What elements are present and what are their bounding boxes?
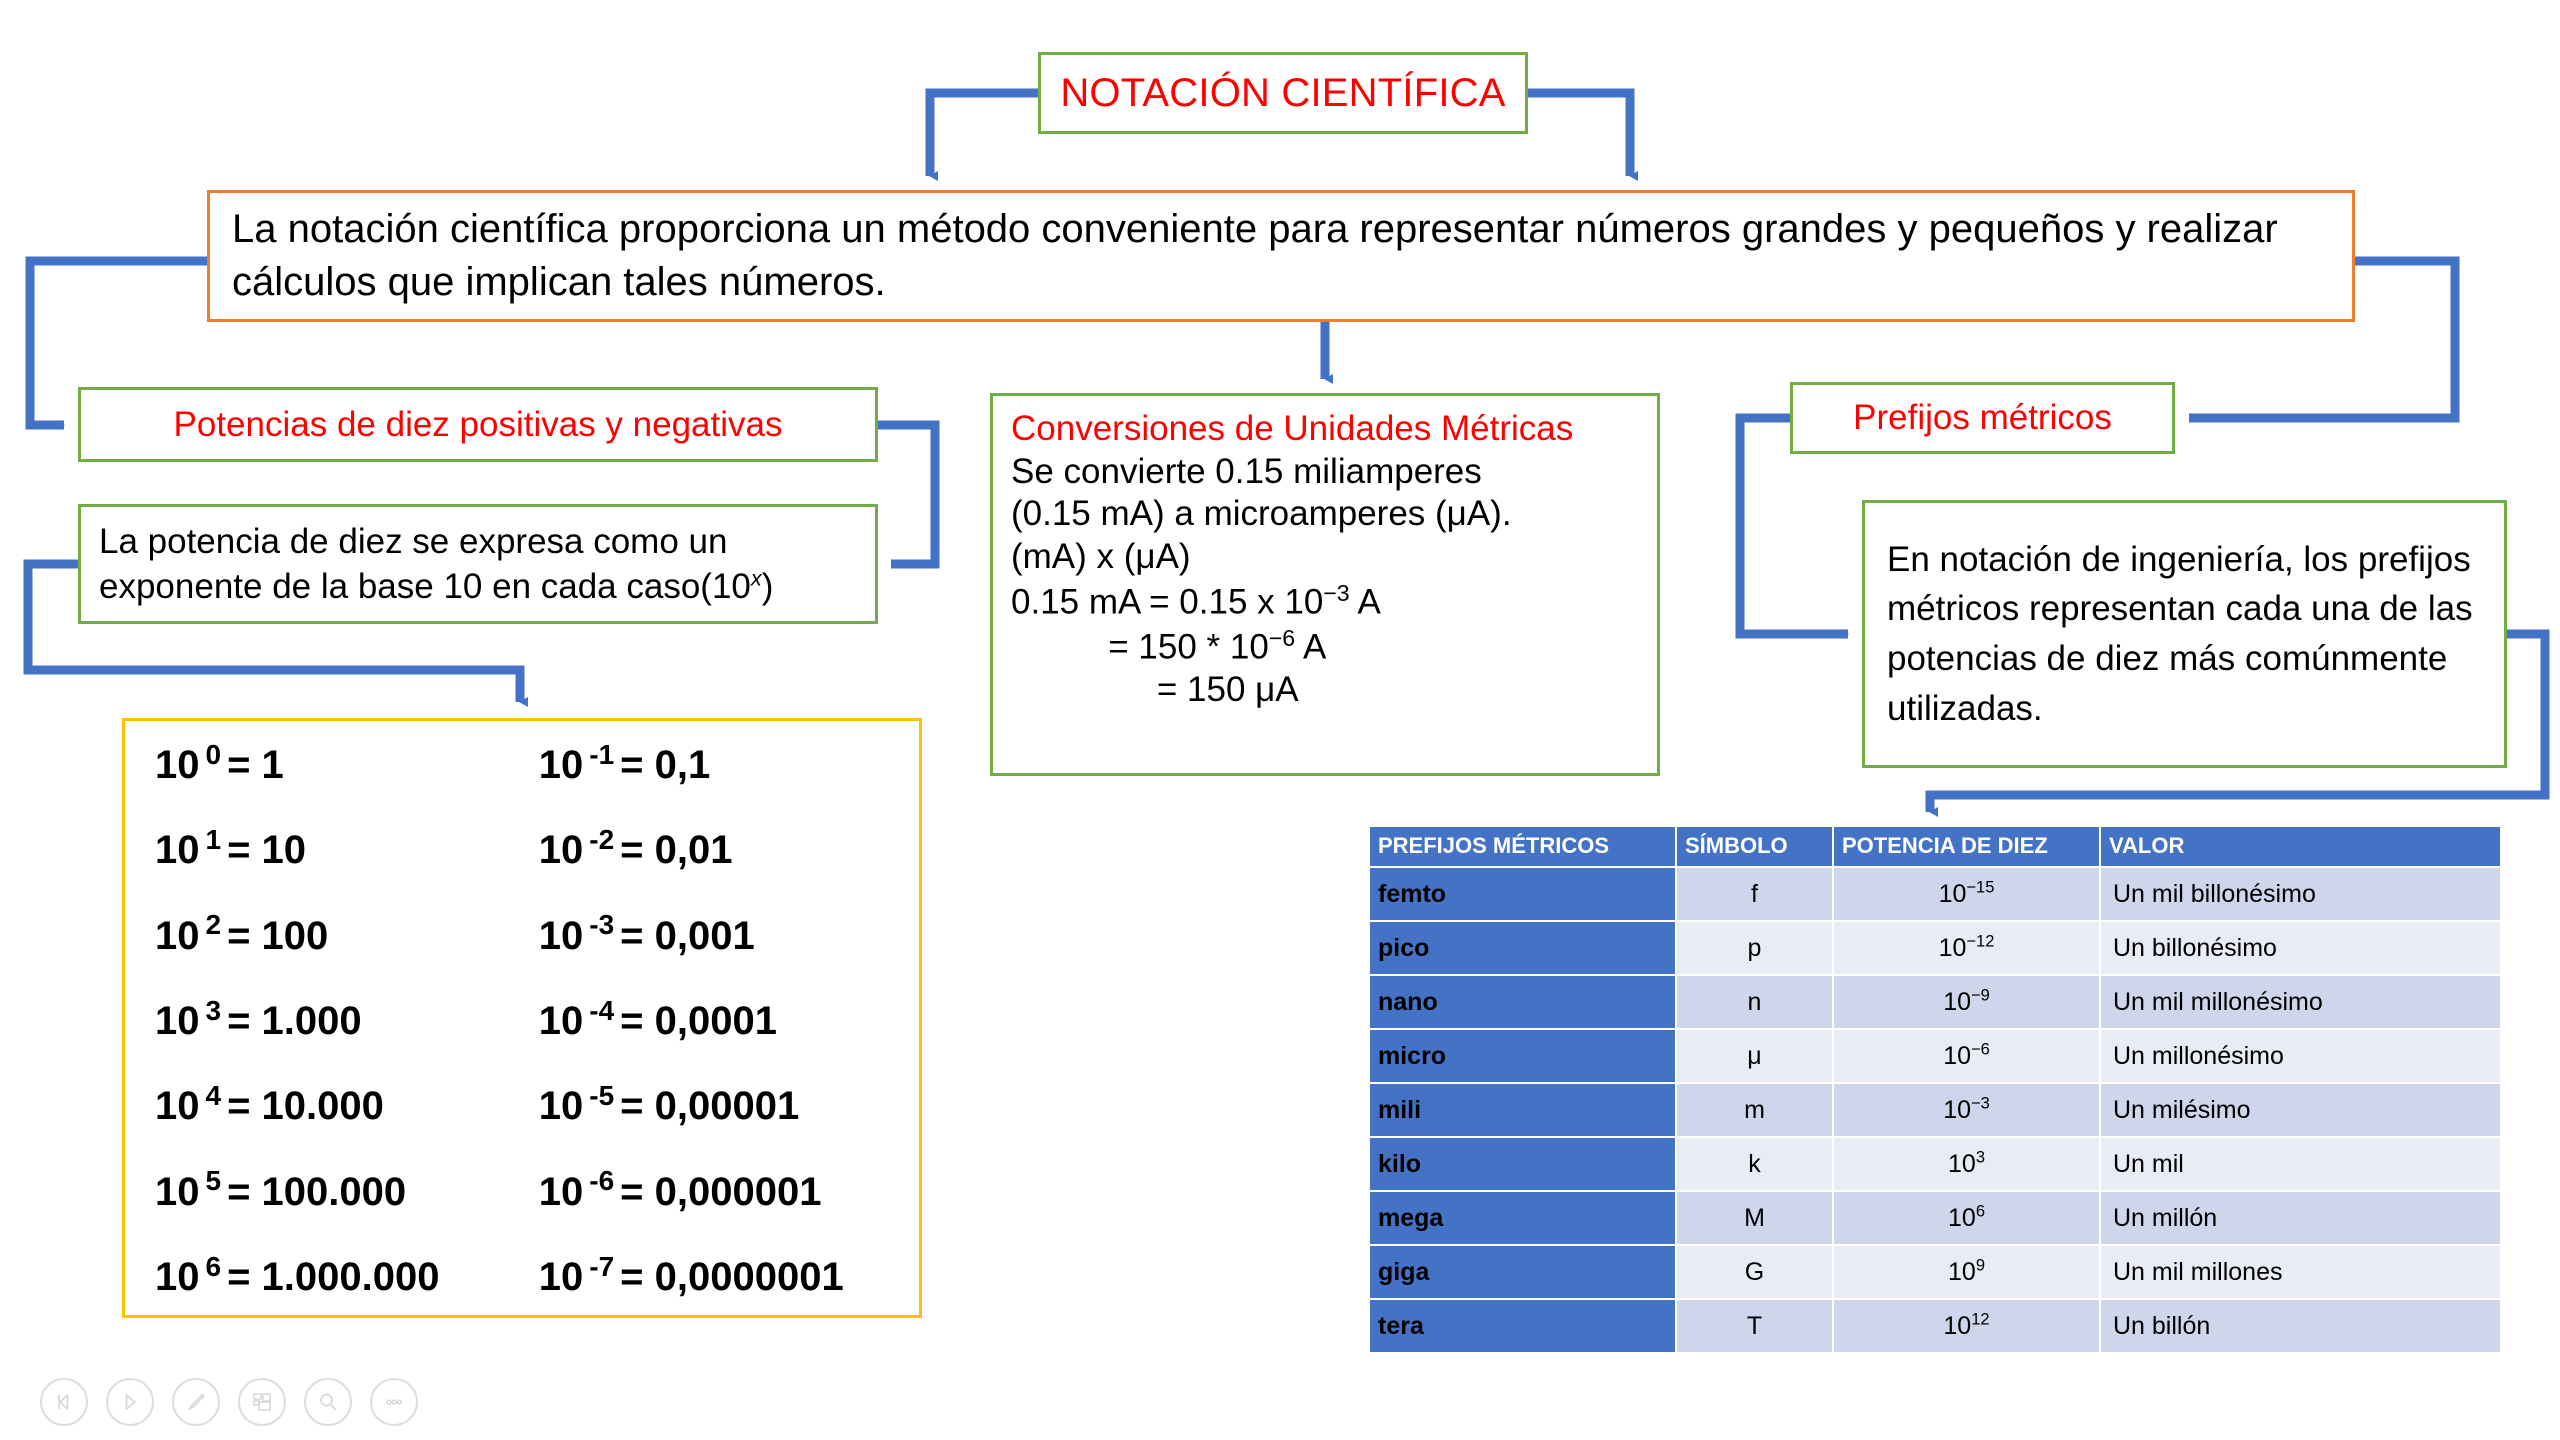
zoom-icon xyxy=(316,1390,340,1414)
power-row xyxy=(155,738,539,787)
power-result: = 0,01 xyxy=(620,828,733,873)
table-row xyxy=(1370,868,2500,920)
power-exponent: -3 xyxy=(589,909,615,941)
eq2-prefix: = 150 * 10 xyxy=(1011,627,1269,667)
power-result: = 0,1 xyxy=(620,743,711,787)
table-row xyxy=(1370,1138,2500,1190)
column-header-power: POTENCIA DE DIEZ xyxy=(1834,827,2099,866)
potencias-body-prefix: La potencia de diez se expresa como un exponente de la base 10 en cada caso(10 xyxy=(99,521,751,606)
power-exponent: -2 xyxy=(589,824,615,855)
connector-title-to-intro-left xyxy=(930,93,1038,176)
pen-icon xyxy=(184,1390,208,1414)
power-result: = 10.000 xyxy=(227,1084,384,1129)
power-base: 10 xyxy=(155,1169,200,1214)
eq1-suffix: A xyxy=(1349,582,1381,622)
cell-power-base: 10 xyxy=(1943,1095,1971,1124)
cell-power xyxy=(1834,1138,2099,1190)
power-row xyxy=(155,1079,539,1129)
table-row xyxy=(1370,922,2500,974)
power-base: 10 xyxy=(155,998,200,1043)
power-row xyxy=(538,1165,893,1214)
potencias-body-exponent: x xyxy=(750,565,762,591)
slides-grid-icon xyxy=(250,1390,274,1414)
cell-power xyxy=(1834,1246,2099,1298)
cell-prefix: kilo xyxy=(1370,1138,1675,1190)
prefijos-body-box xyxy=(1862,500,2507,768)
power-row xyxy=(538,994,893,1043)
more-options-icon xyxy=(382,1390,406,1414)
cell-value: Un mil millones xyxy=(2101,1246,2500,1298)
cell-power xyxy=(1834,922,2099,974)
conversiones-line-1: Se convierte 0.15 miliamperes xyxy=(1011,451,1482,491)
column-header-value: VALOR xyxy=(2101,827,2500,866)
cell-power xyxy=(1834,1300,2099,1352)
power-base: 10 xyxy=(538,1254,584,1299)
power-exponent: 6 xyxy=(205,1250,222,1282)
power-result: = 10 xyxy=(227,828,307,873)
power-base: 10 xyxy=(155,743,200,787)
more-options-button[interactable] xyxy=(370,1378,418,1426)
column-header-prefix: PREFIJOS MÉTRICOS xyxy=(1370,827,1675,866)
cell-power-exponent: 3 xyxy=(1975,1148,1985,1167)
power-row xyxy=(155,1250,539,1299)
power-base: 10 xyxy=(538,1169,584,1214)
power-exponent: -7 xyxy=(589,1250,615,1282)
cell-power-exponent: −9 xyxy=(1971,986,1990,1005)
cell-power xyxy=(1834,1030,2099,1082)
cell-symbol: p xyxy=(1677,922,1832,974)
power-base: 10 xyxy=(538,1084,584,1129)
cell-prefix: micro xyxy=(1370,1030,1675,1082)
cell-power-base: 10 xyxy=(1948,1203,1976,1232)
power-exponent: 3 xyxy=(205,994,222,1026)
cell-value: Un milésimo xyxy=(2101,1084,2500,1136)
potencias-body-suffix: ) xyxy=(761,567,774,606)
presentation-toolbar xyxy=(40,1378,418,1426)
power-row xyxy=(155,824,539,873)
next-slide-button[interactable] xyxy=(106,1378,154,1426)
potencias-heading-box xyxy=(78,387,878,462)
title-box xyxy=(1038,52,1528,134)
power-result: = 0,0001 xyxy=(620,998,777,1043)
power-row xyxy=(538,909,893,958)
powers-negative-column xyxy=(538,738,893,1299)
all-slides-button[interactable] xyxy=(238,1378,286,1426)
cell-symbol: m xyxy=(1677,1084,1832,1136)
intro-box xyxy=(207,190,2355,322)
power-exponent: -1 xyxy=(589,738,615,770)
page-title: NOTACIÓN CIENTÍFICA xyxy=(1060,70,1506,115)
cell-power-base: 10 xyxy=(1938,933,1967,962)
powers-positive-column xyxy=(155,738,539,1299)
cell-power xyxy=(1834,1192,2099,1244)
cell-symbol: n xyxy=(1677,976,1832,1028)
power-row xyxy=(538,738,893,787)
power-result: = 0,00001 xyxy=(620,1084,800,1129)
cell-power xyxy=(1834,976,2099,1028)
cell-value: Un billonésimo xyxy=(2101,922,2500,974)
cell-prefix: mili xyxy=(1370,1084,1675,1136)
power-result: = 100.000 xyxy=(227,1169,407,1214)
powers-of-ten-card xyxy=(122,718,922,1318)
table-row xyxy=(1370,1030,2500,1082)
power-base: 10 xyxy=(155,1254,200,1299)
power-result: = 0,000001 xyxy=(620,1169,822,1214)
conversiones-box xyxy=(990,393,1660,776)
cell-power xyxy=(1834,868,2099,920)
pen-tool-button[interactable] xyxy=(172,1378,220,1426)
table-row xyxy=(1370,1192,2500,1244)
metric-prefix-table xyxy=(1368,825,2502,1354)
eq1-prefix: 0.15 mA = 0.15 x 10 xyxy=(1011,582,1324,622)
eq2-suffix: A xyxy=(1295,627,1327,667)
power-base: 10 xyxy=(155,913,200,958)
power-row xyxy=(155,994,539,1043)
table-header-row xyxy=(1370,827,2500,866)
potencias-body-text xyxy=(99,519,857,610)
potencias-heading: Potencias de diez positivas y negativas xyxy=(173,404,783,444)
cell-power-exponent: −6 xyxy=(1971,1040,1990,1059)
connector-title-to-intro-right xyxy=(1528,93,1630,176)
power-exponent: -5 xyxy=(589,1079,615,1111)
cell-symbol: k xyxy=(1677,1138,1832,1190)
cell-value: Un billón xyxy=(2101,1300,2500,1352)
power-result: = 100 xyxy=(227,913,329,958)
cell-power-exponent: −3 xyxy=(1971,1094,1990,1113)
cell-power-base: 10 xyxy=(1938,879,1967,908)
previous-slide-button[interactable] xyxy=(40,1378,88,1426)
cell-value: Un mil millonésimo xyxy=(2101,976,2500,1028)
power-result: = 0,001 xyxy=(620,913,755,958)
power-result: = 1.000 xyxy=(227,998,362,1043)
cell-symbol: μ xyxy=(1677,1030,1832,1082)
power-exponent: -6 xyxy=(589,1165,615,1197)
table-row xyxy=(1370,1084,2500,1136)
cell-power-exponent: 9 xyxy=(1975,1256,1985,1275)
cell-prefix: femto xyxy=(1370,868,1675,920)
cell-power-exponent: 6 xyxy=(1975,1202,1985,1221)
cell-power-base: 10 xyxy=(1948,1149,1976,1178)
power-result: = 0,0000001 xyxy=(620,1254,844,1299)
power-exponent: 2 xyxy=(205,909,222,941)
power-base: 10 xyxy=(538,998,584,1043)
power-exponent: 0 xyxy=(205,738,222,770)
intro-text: La notación científica proporciona un método conveniente para representar números grandes y pequeños y realizar cálculos que implican tales números. xyxy=(232,207,2278,304)
power-base: 10 xyxy=(538,743,584,787)
column-header-symbol: SÍMBOLO xyxy=(1677,827,1832,866)
next-slide-icon xyxy=(119,1391,141,1413)
cell-value: Un mil xyxy=(2101,1138,2500,1190)
cell-value: Un millonésimo xyxy=(2101,1030,2500,1082)
power-base: 10 xyxy=(155,828,200,873)
eq2-exponent: −6 xyxy=(1268,625,1296,652)
cell-symbol: G xyxy=(1677,1246,1832,1298)
cell-power-exponent: −12 xyxy=(1966,932,1995,951)
power-row xyxy=(155,909,539,958)
connector-potenciashead-to-body xyxy=(878,425,935,564)
cell-prefix: mega xyxy=(1370,1192,1675,1244)
power-exponent: 1 xyxy=(205,824,222,855)
cell-value: Un millón xyxy=(2101,1192,2500,1244)
prefijos-body-text: En notación de ingeniería, los prefijos métricos representan cada una de las potencias de diez más comúnmente utilizadas. xyxy=(1887,539,2473,728)
potencias-body-box xyxy=(78,504,878,624)
cell-power xyxy=(1834,1084,2099,1136)
power-exponent: 5 xyxy=(205,1165,222,1197)
table-row xyxy=(1370,1246,2500,1298)
power-row xyxy=(538,824,893,873)
power-result: = 1.000.000 xyxy=(227,1254,440,1299)
cell-power-exponent: 12 xyxy=(1971,1310,1990,1329)
power-exponent: 4 xyxy=(205,1079,222,1111)
cell-prefix: giga xyxy=(1370,1246,1675,1298)
power-result: = 1 xyxy=(227,743,284,787)
conversiones-equation-3: = 150 μA xyxy=(1011,670,1299,710)
table-row xyxy=(1370,976,2500,1028)
prefijos-heading-box xyxy=(1790,382,2175,454)
zoom-button[interactable] xyxy=(304,1378,352,1426)
cell-value: Un mil billonésimo xyxy=(2101,868,2500,920)
cell-symbol: M xyxy=(1677,1192,1832,1244)
cell-power-base: 10 xyxy=(1943,987,1971,1016)
cell-power-base: 10 xyxy=(1943,1041,1971,1070)
power-base: 10 xyxy=(538,913,584,958)
conversiones-equation-1 xyxy=(1011,579,1639,624)
cell-prefix: nano xyxy=(1370,976,1675,1028)
conversiones-title: Conversiones de Unidades Métricas xyxy=(1011,409,1574,448)
conversiones-line-2: (0.15 mA) a microamperes (μA). xyxy=(1011,494,1512,534)
cell-symbol: f xyxy=(1677,868,1832,920)
cell-symbol: T xyxy=(1677,1300,1832,1352)
power-base: 10 xyxy=(155,1084,200,1129)
cell-prefix: tera xyxy=(1370,1300,1675,1352)
cell-prefix: pico xyxy=(1370,922,1675,974)
table-row xyxy=(1370,1300,2500,1352)
conversiones-line-3: (mA) x (μA) xyxy=(1011,537,1191,577)
cell-power-base: 10 xyxy=(1943,1311,1972,1340)
cell-power-base: 10 xyxy=(1948,1257,1976,1286)
cell-power-exponent: −15 xyxy=(1966,878,1995,897)
eq1-exponent: −3 xyxy=(1323,579,1350,606)
power-base: 10 xyxy=(538,828,584,873)
power-row xyxy=(538,1079,893,1129)
previous-slide-icon xyxy=(53,1391,75,1413)
conversiones-equation-2 xyxy=(1011,624,1639,669)
power-row xyxy=(155,1165,539,1214)
power-exponent: -4 xyxy=(589,994,615,1026)
power-row xyxy=(538,1250,893,1299)
prefijos-heading: Prefijos métricos xyxy=(1853,398,2112,437)
